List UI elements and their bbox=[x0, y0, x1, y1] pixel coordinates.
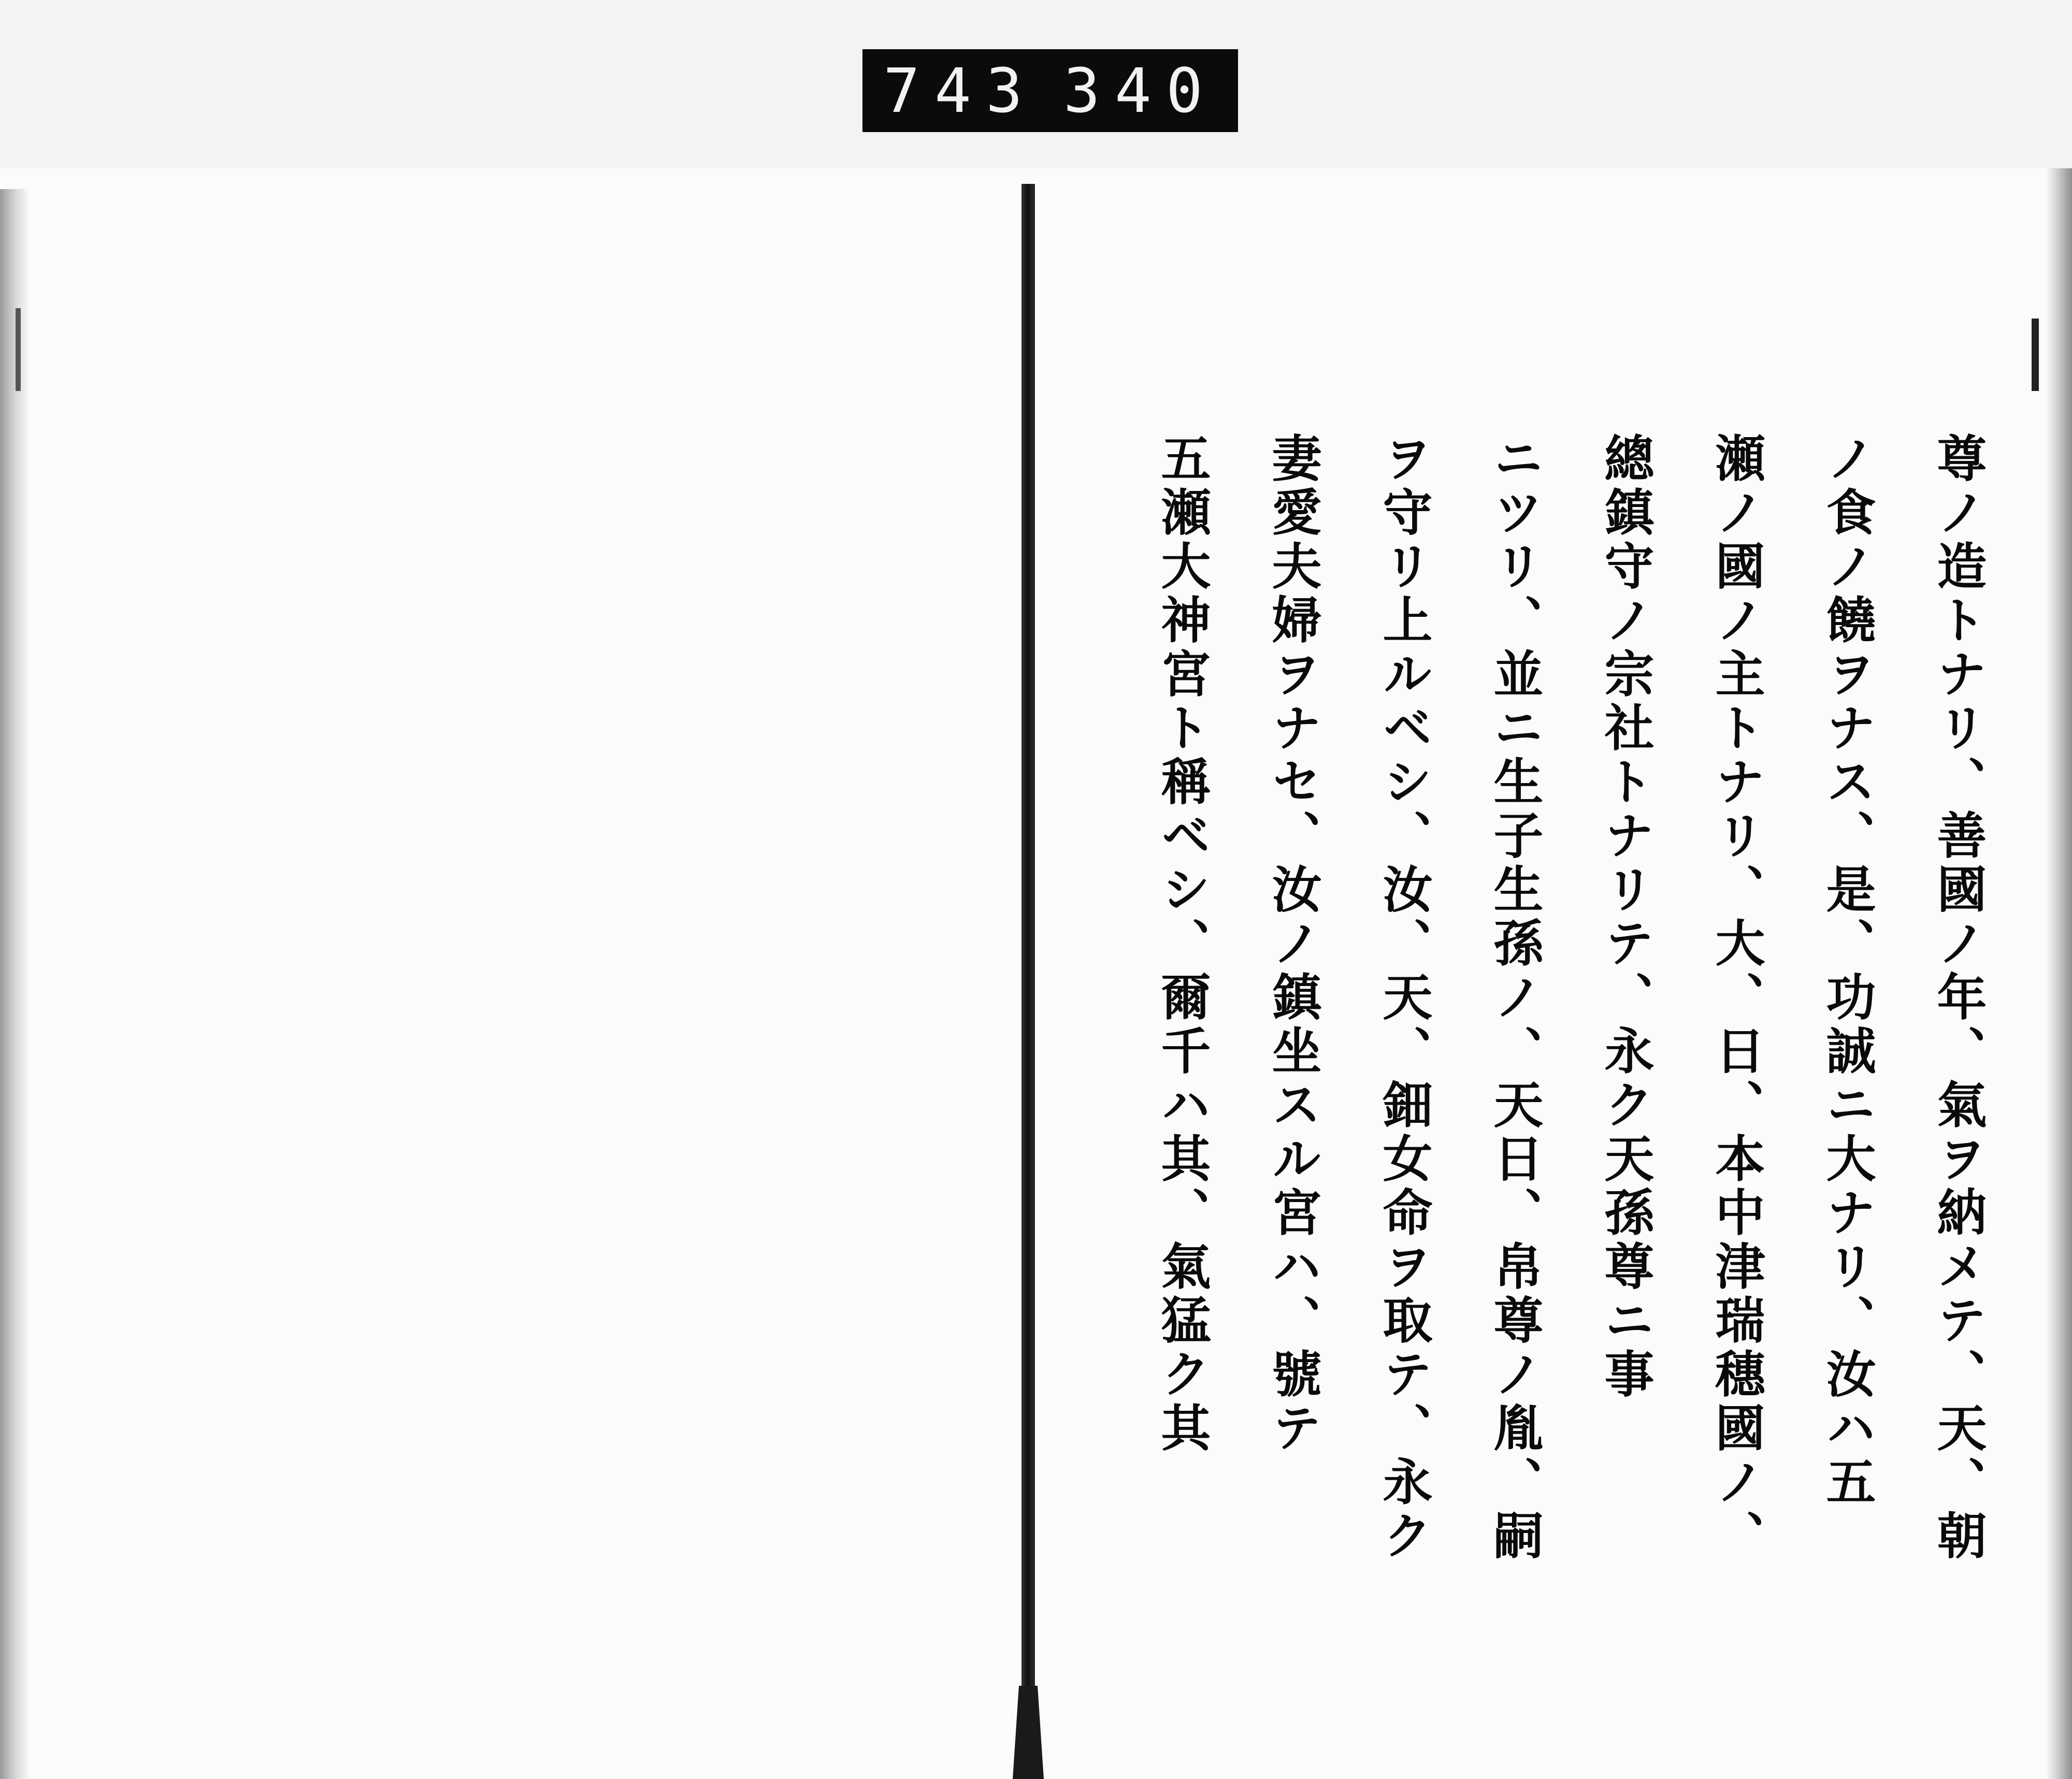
right-edge-mark bbox=[2032, 319, 2039, 391]
text-line: 妻愛夫婦ヲナセ、汝ノ鎮坐スル宮ハ、號テ bbox=[1264, 432, 1322, 1456]
microfilm-frame-label bbox=[862, 49, 1238, 132]
right-page-text bbox=[1127, 432, 2013, 1779]
text-line: 五瀬大神宮ト稱ベシ、爾千ハ其、氣猛ク其 bbox=[1153, 432, 1212, 1456]
right-page-edge bbox=[2046, 168, 2072, 1779]
text-line: ノ食ノ饒ヲナス、是、功誠ニ大ナリ、汝ハ五 bbox=[1818, 432, 1877, 1510]
left-page bbox=[0, 168, 1026, 1779]
text-line: 總鎮守ノ宗社トナリテ、永ク天孫尊ニ事 bbox=[1596, 432, 1655, 1402]
text-line: ニツリ、並ニ生子生孫ノ、天日、帛尊ノ胤、嗣 bbox=[1486, 432, 1544, 1564]
text-line: 尊ノ造トナリ、善國ノ年、氣ヲ納メテ、天、朝 bbox=[1929, 432, 1988, 1564]
text-line: 瀬ノ國ノ主トナリ、大、日、本中津瑞穗國ノ、 bbox=[1707, 432, 1766, 1564]
book-spread bbox=[0, 168, 2072, 1779]
page-number: 340 bbox=[1063, 55, 1217, 126]
frame-number: 743 bbox=[883, 55, 1038, 126]
text-line: ヲ守リ上ルベシ、汝、天、鈿女命ヲ取テ、永ク bbox=[1375, 432, 1433, 1564]
book-gutter bbox=[1021, 184, 1035, 1779]
